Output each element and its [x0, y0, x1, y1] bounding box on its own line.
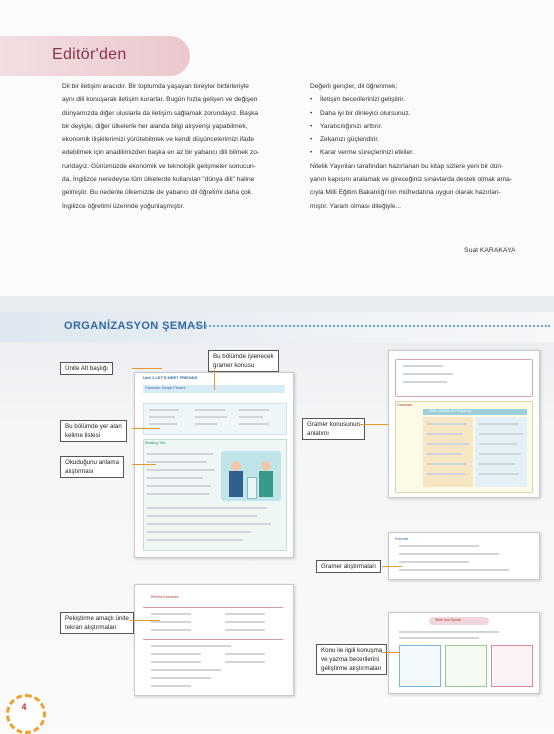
editorial-left-line: rundayız. Günümüzde ekonomik ve teknolojik gelişmeler sonucun- — [62, 162, 256, 170]
label-review: Pekiştirme amaçlı ünite tekrarı alıştırmaları — [60, 612, 134, 634]
label-grammar-explanation: Gramer konusunun anlatımı — [302, 418, 365, 440]
leader-grammar-exercises — [382, 566, 402, 567]
editorial-bullet: • Daha iyi bir dinleyici olursunuz. — [310, 107, 530, 120]
editorial-right-line: mıştır. Yararlı olması dileğiyle... — [310, 202, 401, 210]
organization-title: ORGANİZASYON ŞEMASI — [64, 320, 207, 332]
page-number-badge — [6, 694, 46, 734]
editorial-left-line: aynı dili konuşarak iletişim kurarlar. Bugün hızla gelişen ve değişen — [62, 96, 258, 104]
editorial-bullet: • Zekanızı güçlendirir. — [310, 133, 530, 146]
editorial-left-line: ekonomik ilişkilerimizi yürütebilmek ve kendi düşüncelerimizi ifade — [62, 136, 255, 144]
editorial-left-column — [62, 80, 284, 213]
label-unit-title: Ünite Alt başlığı — [60, 362, 113, 375]
editorial-right-line: yanın kapısını aralamak ve gireceğiniz sınavlarda destek olmak ama- — [310, 176, 512, 184]
thumb-grammar-sub: Grammar: Simple Present — [145, 386, 186, 390]
leader-unit-title — [132, 368, 162, 369]
editorial-title: Editör'den — [52, 46, 127, 63]
speaking-thumbnail — [388, 612, 540, 694]
editorial-bullet: • Karar verme süreçlerinizi etkiler. — [310, 146, 530, 159]
leader-reading — [132, 464, 156, 465]
editorial-bullet: • Yaratıcılığınızı arttırır. — [310, 120, 530, 133]
editorial-right-line: Nitelik Yayınları tarafından hazırlanan bu kitap sizlere yeni bir dün- — [310, 162, 504, 170]
label-speaking: Konu ile ilgili konuşma ve yazma becerilerini geliştirme alıştırmaları — [316, 644, 387, 675]
page-number: 4 — [21, 702, 27, 712]
editorial-signature: Suat KARAKAYA — [464, 247, 516, 254]
thumb-review-box: Review Exercises — [151, 595, 179, 599]
thumb-reading-label: Reading Text — [145, 441, 166, 445]
editorial-bullet: • İletişim becerilerinizi geliştirir. — [310, 93, 530, 106]
thumb-speaking-box: Write and Speak — [435, 618, 461, 622]
grammar-explanation-thumbnail — [388, 350, 540, 498]
main-page-thumbnail — [134, 372, 294, 558]
leader-review — [130, 620, 160, 621]
editorial-right-line: cıyla Milli Eğitim Bakanlığı'nın müfredatına uygun olarak hazırlan- — [310, 189, 501, 197]
thumb-unit-header: Unit 1 LET'S MEET FRIENDS — [143, 375, 198, 380]
label-reading: Okuduğunu anlama alıştırması — [60, 456, 124, 478]
review-thumbnail — [134, 584, 294, 696]
leader-grammar-explanation — [360, 424, 388, 425]
label-grammar-exercises: Gramer alıştırmaları — [316, 560, 381, 573]
editorial-right-paragraph — [310, 160, 530, 213]
editorial-right-column — [310, 80, 530, 213]
label-word-list: Bu bölümde yer alan kelime listesi — [60, 420, 127, 442]
grammar-exercises-thumbnail — [388, 532, 540, 580]
leader-grammar-topic — [214, 370, 215, 390]
thumb-grammar-box: Grammar — [397, 403, 412, 407]
thumb-exercise-box: Exercise — [395, 537, 409, 541]
organization-dotted-rule — [190, 325, 550, 327]
editorial-left-line: gelmiştir. Bu nedenle ülkemizde de yabancı dil öğretimi daha çok — [62, 189, 252, 197]
editorial-left-line: bir deyişle, diğer ülkelerle her alanda bilgi alışverişi yapabilmek, — [62, 122, 248, 130]
thumb-grammar-table: Verb / Adverb of Frequency — [429, 409, 472, 413]
label-grammar-topic: Bu bölümde işlenecek gramer konusu — [208, 350, 279, 372]
editorial-left-line: da, İngilizce neredeyse tüm ülkelerde kullanılan "dünya dili" haline — [62, 176, 255, 184]
editorial-left-line: İngilizce öğretimi üzerinde yoğunlaşmıştır. — [62, 202, 185, 210]
editorial-left-line: edebilmek için anadilimizden başka en az bir yabancı dili bilmek zo- — [62, 149, 260, 157]
editorial-bullets — [310, 93, 530, 159]
reading-illustration — [221, 451, 281, 501]
editorial-intro: Değerli gençler, dil öğrenmek; — [310, 83, 398, 90]
leader-speaking — [382, 652, 400, 653]
editorial-left-line: dünyamızda diğer uluslarla da iletişim sağlamak zorundayız. Başka — [62, 109, 259, 117]
editorial-left-line: Dil bir iletişim aracıdır. Bir toplumda yaşayan bireyler birbirleriyle — [62, 83, 249, 90]
leader-word-list — [132, 428, 160, 429]
